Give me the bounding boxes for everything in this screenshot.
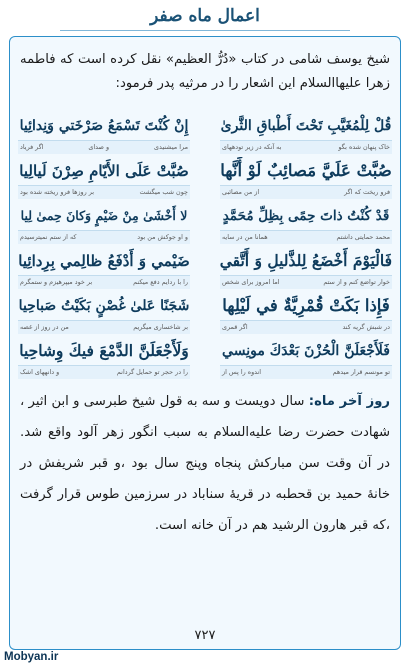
verse-translation: [220, 275, 392, 289]
gloss-word: اما امروز برای شخص: [222, 278, 280, 286]
hemistich-first: [220, 202, 392, 247]
gloss-word: محمد حمایتی داشتم: [336, 233, 390, 241]
gloss-word: بر روزها فرو ریخته شده بود: [20, 188, 95, 196]
section-label: روز آخر ماه:: [308, 394, 390, 409]
page-header: [0, 0, 410, 36]
couplet: [18, 247, 392, 292]
narrative-text: سال دویست و سه به قول شیخ طبرسی و ابن اثیر ، شهادت حضرت رضا علیه‌السلام به سبب انگور زهر آلود واقع شد. در آن وقت سن مبارکش پنجاه وپنج سال بود ،و قبر شریفش در خانۀ حمید بن قحطبه در قریۀ سناباد در سرزمین طوس قرار گرفت ،که قبر هارون الرشید هم در آن خانه است.: [20, 394, 390, 533]
verse-translation: [18, 230, 190, 244]
hemistich-second: [18, 247, 190, 292]
gloss-word: فرو ریخت که اگر: [344, 188, 390, 196]
verse-text: فَلَأَجْعَلَنَّ الْحُزْنَ بَعْدَكَ مونِسي: [222, 343, 390, 359]
narrative-paragraph: [20, 386, 390, 541]
gloss-word: و دانههای اشک: [20, 368, 60, 376]
verse-translation: [220, 320, 392, 334]
verse-text: صُبَّتْ عَلَيَّ مَصائِبٌ لَوْ أَنَّها: [220, 161, 392, 180]
header-divider: [60, 30, 350, 31]
hemistich-first: [220, 112, 392, 157]
intro-paragraph: شیخ یوسف شامی در کتاب «دُرُّ العظیم» نقل کرده است که فاطمه زهرا علیهاالسلام این اشعار را در مرثیه پدر فرمود:: [20, 52, 390, 91]
verse-text: لا أَخْشَىٰ مِنْ ضَيْمٍ وَكانَ حِمىٰ لِيا: [20, 208, 188, 223]
gloss-word: اندوه را پس از: [222, 368, 262, 376]
gloss-word: و او جوکش من بود: [137, 233, 188, 241]
gloss-word: از من مصائبی: [222, 188, 260, 196]
gloss-word: خاک پنهان شده بگو: [338, 143, 390, 151]
verse-translation: [18, 275, 190, 289]
site-watermark: Mobyan.ir: [4, 651, 59, 663]
gloss-word: همانا من در سایه: [222, 233, 268, 241]
gloss-word: و صدای: [88, 143, 110, 151]
verse-text: فَإِذا بَكَتْ قُمْرِيَّةٌ في لَيْلِها: [222, 296, 390, 315]
verse-translation: [220, 230, 392, 244]
verse-text: إِنْ كُنْتَ تَسْمَعُ صَرْخَتي وَنِدائِيا: [19, 118, 189, 134]
hemistich-second: [18, 292, 190, 337]
verse-translation: [18, 185, 190, 199]
hemistich-second: [18, 112, 190, 157]
gloss-word: مرا میشنیدی: [153, 143, 188, 151]
gloss-word: اگر قمری: [222, 323, 248, 331]
gloss-word: بر خود میپرهیزم و ستمگرم: [20, 278, 93, 286]
gloss-word: تو مونسم قرار میدهم: [332, 368, 390, 376]
gloss-word: بر شاخساری میگریم: [133, 323, 188, 331]
gloss-word: را در حجر تو حمایل گردانم: [116, 368, 188, 376]
couplet: [18, 157, 392, 202]
poem: [18, 112, 392, 382]
verse-text: صُبَّتْ عَلَى الأَيّامِ صِرْنَ لَيالِيا: [19, 162, 189, 180]
verse-text: ضَيْمي وَ أَدْفَعُ ظالِمي بِرِدائِيا: [18, 252, 190, 270]
hemistich-second: [18, 157, 190, 202]
verse-text: وَلَأَجْعَلَنَّ الدَّمْعَ فيكَ وِشاحِيا: [19, 341, 189, 360]
verse-translation: [18, 140, 190, 154]
couplet: [18, 337, 392, 382]
gloss-word: خوار تواضع کنم و از ستم: [323, 278, 390, 286]
verse-translation: [18, 365, 190, 379]
gloss-word: به آنکه در زیر تودههای: [222, 143, 282, 151]
page-number: ۷۲۷: [194, 628, 216, 643]
verse-translation: [220, 140, 392, 154]
couplet: [18, 292, 392, 337]
hemistich-first: [220, 247, 392, 292]
gloss-word: در شبش گریه کند: [342, 323, 390, 331]
hemistich-first: [220, 337, 392, 382]
verse-translation: [220, 365, 392, 379]
hemistich-second: [18, 337, 190, 382]
verse-text: قَدْ كُنْتُ ذاتَ حِمًى بِظِلِّ مُحَمَّدٍ: [222, 208, 390, 224]
page-title: اعمال ماه صفر: [150, 6, 260, 26]
couplet: [18, 112, 392, 157]
verse-translation: [220, 185, 392, 199]
verse-text: شَجَنًا عَلىٰ غُصْنٍ بَكَيْتُ صَباحِيا: [18, 298, 190, 314]
verse-translation: [18, 320, 190, 334]
verse-text: قُلْ لِلْمُغَیَّبِ تَحْتَ أَطْباقِ الثَّرىٰ: [220, 118, 392, 134]
hemistich-second: [18, 202, 190, 247]
gloss-word: چون شب میگشت: [139, 188, 188, 196]
couplet: [18, 202, 392, 247]
verse-text: فَالْيَوْمَ أَخْضَعُ لِلذَّليلِ وَ أَتَّقي: [220, 251, 392, 270]
gloss-word: که از ستم نمیترسیدم: [20, 233, 77, 241]
gloss-word: را با ردایم دفع میکنم: [133, 278, 188, 286]
gloss-word: من در روز از غصه: [20, 323, 69, 331]
hemistich-first: [220, 292, 392, 337]
hemistich-first: [220, 157, 392, 202]
gloss-word: اگر فریاد: [20, 143, 44, 151]
